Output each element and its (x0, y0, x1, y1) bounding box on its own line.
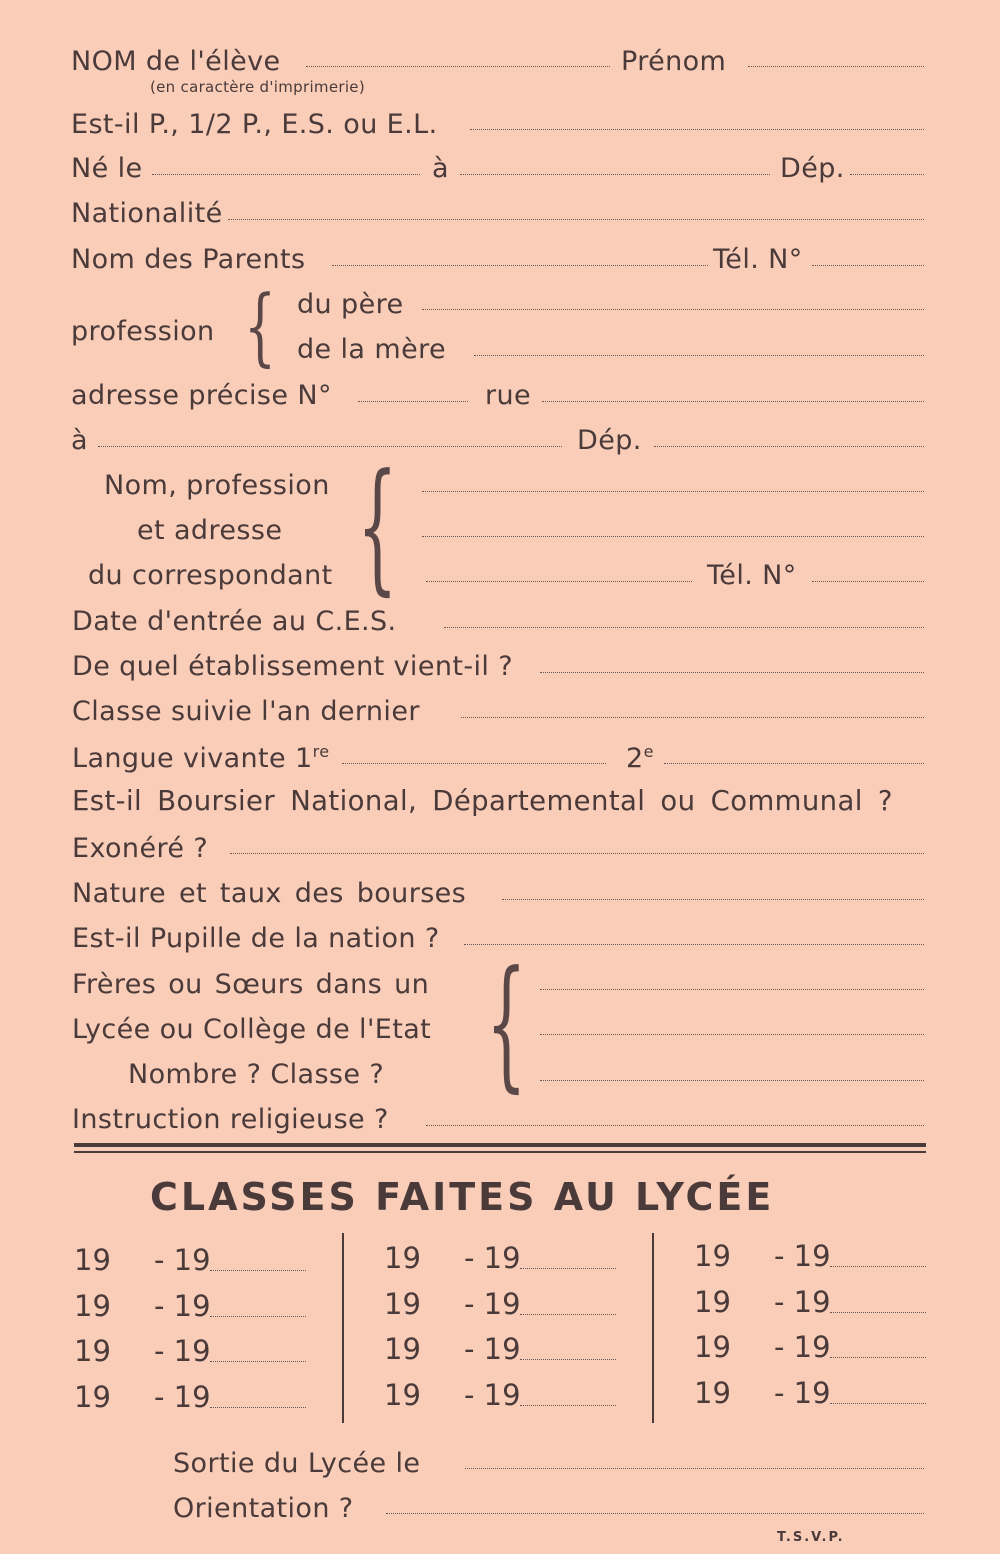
correspondant-field-3[interactable] (426, 581, 692, 582)
exonere-field[interactable] (230, 853, 924, 854)
year-end-label: - 19 (774, 1376, 831, 1410)
freres-brace: { (486, 941, 527, 1106)
freres-field-3[interactable] (540, 1080, 924, 1081)
dep-adresse-field[interactable] (654, 446, 924, 447)
pupille-label: Est-il Pupille de la nation ? (72, 923, 440, 954)
year-start-label: 19 (74, 1380, 111, 1414)
year-start-label: 19 (384, 1241, 421, 1275)
etablissement-field[interactable] (540, 672, 924, 673)
year-end-label: - 19 (464, 1378, 521, 1412)
lieu-naissance-field[interactable] (460, 174, 770, 175)
year-field[interactable] (210, 1407, 306, 1408)
year-end-label: - 19 (774, 1285, 831, 1319)
year-field[interactable] (520, 1405, 616, 1406)
adresse-label: adresse précise N° (71, 380, 332, 411)
column-divider-1 (342, 1233, 344, 1423)
correspondant-field-1[interactable] (422, 491, 924, 492)
year-start-label: 19 (74, 1289, 111, 1323)
year-start-label: 19 (694, 1330, 731, 1364)
freres-field-2[interactable] (540, 1034, 924, 1035)
correspondant-label-3: du correspondant (88, 560, 333, 591)
year-field[interactable] (830, 1403, 926, 1404)
column-divider-2 (652, 1233, 654, 1423)
freres-field-1[interactable] (540, 989, 924, 990)
year-start-label: 19 (384, 1287, 421, 1321)
year-field[interactable] (830, 1357, 926, 1358)
year-start-label: 19 (384, 1332, 421, 1366)
year-end-label: - 19 (464, 1332, 521, 1366)
statut-field[interactable] (470, 129, 924, 130)
year-end-label: - 19 (154, 1289, 211, 1323)
prenom-field[interactable] (748, 66, 924, 67)
year-end-label: - 19 (774, 1330, 831, 1364)
year-start-label: 19 (74, 1334, 111, 1368)
tel-parents-label: Tél. N° (713, 244, 803, 275)
ne-le-label: Né le (71, 153, 143, 184)
tsvp-note: T.S.V.P. (777, 1530, 845, 1545)
year-end-label: - 19 (464, 1241, 521, 1275)
pere-label: du père (297, 289, 404, 320)
profession-mere-field[interactable] (474, 355, 924, 356)
lieu-naissance-label: à (432, 153, 449, 184)
orientation-label: Orientation ? (173, 1493, 354, 1524)
exonere-label: Exonéré ? (72, 833, 209, 864)
year-start-label: 19 (694, 1376, 731, 1410)
nationalite-field[interactable] (228, 219, 924, 220)
nationalite-label: Nationalité (71, 198, 223, 229)
correspondant-field-2[interactable] (422, 536, 924, 537)
langue-1-field[interactable] (342, 763, 606, 764)
instruction-label: Instruction religieuse ? (72, 1104, 389, 1135)
instruction-field[interactable] (426, 1125, 924, 1126)
year-start-label: 19 (694, 1285, 731, 1319)
year-end-label: - 19 (464, 1287, 521, 1321)
orientation-field[interactable] (386, 1513, 924, 1514)
nom-eleve-field[interactable] (306, 66, 610, 67)
sortie-field[interactable] (465, 1468, 924, 1469)
nom-parents-label: Nom des Parents (71, 244, 306, 275)
section-rule-thin (74, 1151, 926, 1153)
langue-2-field[interactable] (664, 763, 924, 764)
langue-vivante-label: Langue vivante 1re (72, 742, 330, 774)
classe-suivie-field[interactable] (461, 717, 924, 718)
langue-2-label: 2e (626, 742, 654, 774)
correspondant-label-2: et adresse (137, 515, 283, 546)
correspondant-label-1: Nom, profession (104, 470, 330, 501)
nom-parents-field[interactable] (332, 265, 708, 266)
mere-label: de la mère (297, 334, 446, 365)
ville-label: à (71, 425, 88, 456)
year-start-label: 19 (384, 1378, 421, 1412)
nom-eleve-label: NOM de l'élève (71, 46, 281, 77)
caractere-note: (en caractère d'imprimerie) (150, 78, 365, 96)
date-entree-field[interactable] (444, 627, 924, 628)
boursier-label: Est-il Boursier National, Départemental ou Communal ? (72, 785, 893, 817)
classe-suivie-label: Classe suivie l'an dernier (72, 696, 420, 727)
year-end-label: - 19 (774, 1239, 831, 1273)
section-rule-thick (74, 1143, 926, 1147)
tel-correspondant-label: Tél. N° (707, 560, 797, 591)
pupille-field[interactable] (464, 944, 924, 945)
adresse-numero-field[interactable] (358, 401, 468, 402)
year-field[interactable] (520, 1314, 616, 1315)
profession-label: profession (71, 316, 215, 347)
year-field[interactable] (210, 1316, 306, 1317)
etablissement-label: De quel établissement vient-il ? (72, 651, 514, 682)
year-field[interactable] (210, 1361, 306, 1362)
freres-label-3: Nombre ? Classe ? (128, 1059, 385, 1090)
year-start-label: 19 (74, 1243, 111, 1277)
year-field[interactable] (830, 1312, 926, 1313)
freres-label-1: Frères ou Sœurs dans un (72, 969, 430, 1000)
dep-naissance-label: Dép. (780, 153, 845, 184)
profession-brace: { (244, 277, 277, 375)
classes-heading: CLASSES FAITES AU LYCÉE (150, 1175, 775, 1219)
rue-label: rue (485, 380, 532, 411)
tel-parents-field[interactable] (812, 265, 924, 266)
year-end-label: - 19 (154, 1334, 211, 1368)
nature-bourses-field[interactable] (502, 899, 924, 900)
year-start-label: 19 (694, 1239, 731, 1273)
date-naissance-field[interactable] (152, 174, 420, 175)
year-end-label: - 19 (154, 1380, 211, 1414)
date-entree-label: Date d'entrée au C.E.S. (72, 606, 397, 637)
sortie-label: Sortie du Lycée le (173, 1448, 421, 1479)
year-field[interactable] (520, 1268, 616, 1269)
dep-naissance-field[interactable] (850, 174, 924, 175)
rue-field[interactable] (542, 401, 924, 402)
correspondant-brace: { (357, 444, 398, 609)
freres-label-2: Lycée ou Collège de l'Etat (72, 1014, 432, 1045)
prenom-label: Prénom (621, 46, 727, 77)
year-field[interactable] (520, 1359, 616, 1360)
nature-bourses-label: Nature et taux des bourses (72, 878, 467, 909)
tel-correspondant-field[interactable] (812, 581, 924, 582)
year-end-label: - 19 (154, 1243, 211, 1277)
dep-adresse-label: Dép. (577, 425, 642, 456)
profession-pere-field[interactable] (422, 309, 924, 310)
ville-field[interactable] (98, 446, 562, 447)
statut-label: Est-il P., 1/2 P., E.S. ou E.L. (71, 109, 438, 140)
year-field[interactable] (830, 1266, 926, 1267)
year-field[interactable] (210, 1270, 306, 1271)
